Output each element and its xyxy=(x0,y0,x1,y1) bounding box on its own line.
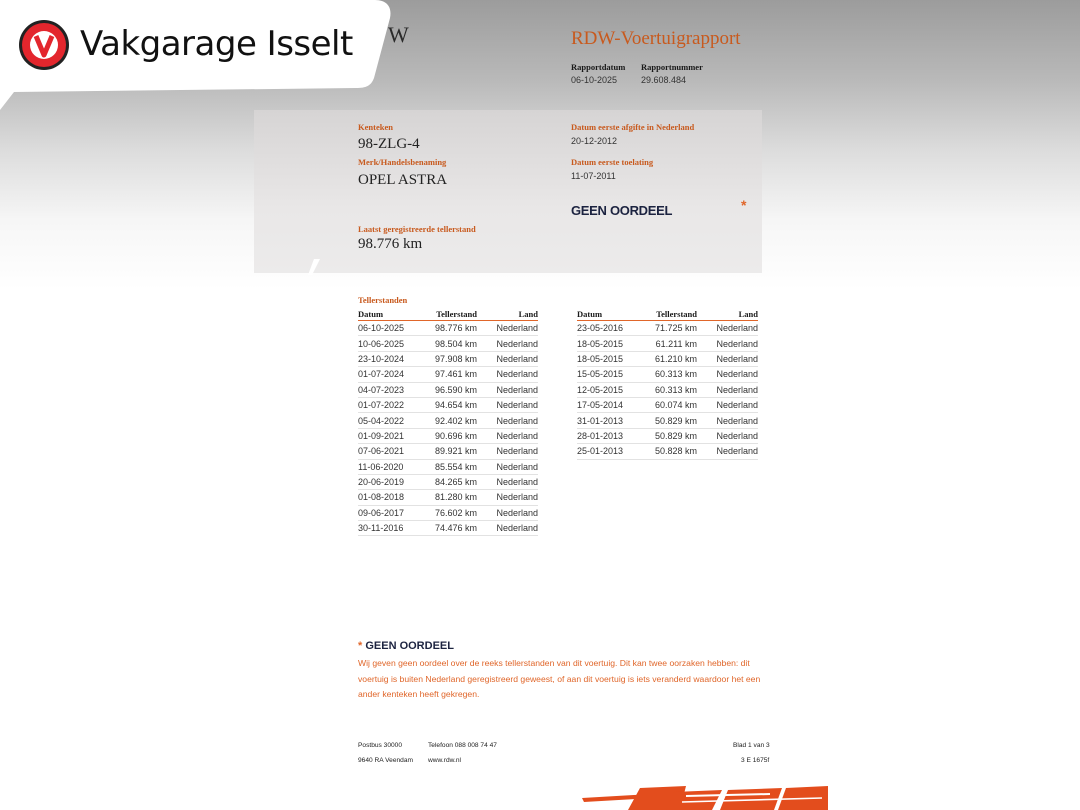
reading-date: 10-06-2025 xyxy=(358,336,420,351)
reading-tellerstand: 60.074 km xyxy=(639,397,697,412)
reading-tellerstand: 92.402 km xyxy=(420,413,477,428)
reading-date: 06-10-2025 xyxy=(358,321,420,336)
reading-land: Nederland xyxy=(477,336,538,351)
note-star: * xyxy=(358,640,363,652)
reading-date: 18-05-2015 xyxy=(577,351,639,366)
reading-date: 04-07-2023 xyxy=(358,382,420,397)
reading-date: 01-09-2021 xyxy=(358,428,420,443)
reading-date: 20-06-2019 xyxy=(358,474,420,489)
reading-land: Nederland xyxy=(477,459,538,474)
reading-date: 01-07-2022 xyxy=(358,397,420,412)
table-row xyxy=(358,351,538,366)
table-row xyxy=(577,413,758,428)
rapportdatum-label: Rapportdatum xyxy=(571,62,626,72)
table-row xyxy=(358,490,538,505)
reading-land: Nederland xyxy=(697,428,758,443)
reading-date: 09-06-2017 xyxy=(358,505,420,520)
reading-date: 18-05-2015 xyxy=(577,336,639,351)
reading-land: Nederland xyxy=(697,351,758,366)
vehicle-summary-panel xyxy=(254,110,762,273)
table-row xyxy=(577,367,758,382)
reading-date: 01-08-2018 xyxy=(358,490,420,505)
table-row xyxy=(358,382,538,397)
rapportnummer-label: Rapportnummer xyxy=(641,62,703,72)
col-header-datum: Datum xyxy=(577,308,639,321)
reading-land: Nederland xyxy=(697,367,758,382)
footer-postcode: 9640 RA Veendam xyxy=(358,757,413,764)
note-title-text: GEEN OORDEEL xyxy=(365,640,454,652)
table-row xyxy=(577,444,758,459)
table-row xyxy=(358,336,538,351)
footer-postbus: Postbus 30000 xyxy=(358,742,402,749)
toelating-label: Datum eerste toelating xyxy=(571,157,654,167)
table-row xyxy=(358,413,538,428)
readings-section-title: Tellerstanden xyxy=(358,295,408,305)
reading-tellerstand: 60.313 km xyxy=(639,367,697,382)
tellerstand-value: 98.776 km xyxy=(358,236,423,252)
reading-date: 12-05-2015 xyxy=(577,382,639,397)
reading-tellerstand: 76.602 km xyxy=(420,505,477,520)
reading-land: Nederland xyxy=(477,428,538,443)
footer-page-number: Blad 1 van 3 xyxy=(733,742,770,749)
reading-tellerstand: 50.829 km xyxy=(639,428,697,443)
reading-tellerstand: 90.696 km xyxy=(420,428,477,443)
rapportdatum-value: 06-10-2025 xyxy=(571,75,618,85)
col-header-tellerstand: Tellerstand xyxy=(420,308,477,321)
reading-land: Nederland xyxy=(697,444,758,459)
reading-tellerstand: 97.461 km xyxy=(420,367,477,382)
reading-date: 17-05-2014 xyxy=(577,397,639,412)
table-row xyxy=(358,444,538,459)
merk-label: Merk/Handelsbenaming xyxy=(358,157,447,167)
reading-tellerstand: 50.828 km xyxy=(639,444,697,459)
reading-tellerstand: 61.211 km xyxy=(639,336,697,351)
brand-name: Vakgarage Isselt xyxy=(80,24,353,64)
reading-land: Nederland xyxy=(477,321,538,336)
vakgarage-logo-icon xyxy=(18,19,70,71)
reading-date: 31-01-2013 xyxy=(577,413,639,428)
reading-land: Nederland xyxy=(477,505,538,520)
reading-land: Nederland xyxy=(697,413,758,428)
reading-tellerstand: 98.776 km xyxy=(420,321,477,336)
reading-tellerstand: 60.313 km xyxy=(639,382,697,397)
table-row xyxy=(358,459,538,474)
reading-tellerstand: 50.829 km xyxy=(639,413,697,428)
reading-tellerstand: 94.654 km xyxy=(420,397,477,412)
verdict-status: GEEN OORDEEL xyxy=(571,203,673,218)
afgifte-label: Datum eerste afgifte in Nederland xyxy=(571,122,695,132)
col-header-tellerstand: Tellerstand xyxy=(639,308,697,321)
reading-land: Nederland xyxy=(477,413,538,428)
table-row xyxy=(358,428,538,443)
reading-tellerstand: 98.504 km xyxy=(420,336,477,351)
report-title: RDW-Voertuigrapport xyxy=(571,28,741,49)
reading-tellerstand: 89.921 km xyxy=(420,444,477,459)
table-row xyxy=(358,397,538,412)
footer-code: 3 E 1675f xyxy=(741,757,770,764)
reading-tellerstand: 81.280 km xyxy=(420,490,477,505)
note-title xyxy=(358,640,454,652)
reading-date: 05-04-2022 xyxy=(358,413,420,428)
reading-tellerstand: 74.476 km xyxy=(420,521,477,536)
table-row xyxy=(577,351,758,366)
col-header-datum: Datum xyxy=(358,308,420,321)
table-row xyxy=(358,474,538,489)
reading-date: 23-05-2016 xyxy=(577,321,639,336)
note-text: Wij geven geen oordeel over de reeks tellerstanden van dit voertuig. Dit kan twee oorzaken hebben: dit voertuig is buiten Nederland geregistreerd geweest, of aan dit voertuig is iets veranderd waardoor het een ander kenteken heeft gekregen. xyxy=(358,658,761,699)
afgifte-value: 20-12-2012 xyxy=(571,136,618,146)
reading-date: 01-07-2024 xyxy=(358,367,420,382)
rdw-logo-partial: W xyxy=(388,22,409,47)
reading-date: 28-01-2013 xyxy=(577,428,639,443)
reading-date: 30-11-2016 xyxy=(358,521,420,536)
reading-tellerstand: 85.554 km xyxy=(420,459,477,474)
reading-tellerstand: 97.908 km xyxy=(420,351,477,366)
kenteken-value: 98-ZLG-4 xyxy=(358,136,420,152)
reading-date: 11-06-2020 xyxy=(358,459,420,474)
reading-land: Nederland xyxy=(477,490,538,505)
reading-land: Nederland xyxy=(477,367,538,382)
col-header-land: Land xyxy=(477,308,538,321)
reading-land: Nederland xyxy=(697,336,758,351)
reading-tellerstand: 71.725 km xyxy=(639,321,697,336)
reading-date: 25-01-2013 xyxy=(577,444,639,459)
footer-website: www.rdw.nl xyxy=(428,757,461,764)
table-row xyxy=(577,321,758,336)
reading-land: Nederland xyxy=(477,382,538,397)
reading-date: 15-05-2015 xyxy=(577,367,639,382)
rdw-stripes-logo-icon xyxy=(582,786,828,810)
footer-telefoon: Telefoon 088 008 74 47 xyxy=(428,742,497,749)
reading-tellerstand: 61.210 km xyxy=(639,351,697,366)
table-row xyxy=(358,367,538,382)
table-row xyxy=(358,505,538,520)
reading-tellerstand: 96.590 km xyxy=(420,382,477,397)
reading-land: Nederland xyxy=(697,321,758,336)
toelating-value: 11-07-2011 xyxy=(571,171,616,181)
reading-land: Nederland xyxy=(697,382,758,397)
reading-land: Nederland xyxy=(477,397,538,412)
readings-table-right xyxy=(577,308,758,460)
table-row xyxy=(358,321,538,336)
merk-value: OPEL ASTRA xyxy=(358,172,448,188)
reading-date: 23-10-2024 xyxy=(358,351,420,366)
verdict-footnote-marker: * xyxy=(741,197,747,213)
reading-date: 07-06-2021 xyxy=(358,444,420,459)
table-row xyxy=(577,336,758,351)
table-row xyxy=(577,428,758,443)
reading-land: Nederland xyxy=(697,397,758,412)
reading-land: Nederland xyxy=(477,351,538,366)
table-row xyxy=(577,397,758,412)
reading-land: Nederland xyxy=(477,444,538,459)
summary-panel-corner xyxy=(254,259,334,275)
reading-tellerstand: 84.265 km xyxy=(420,474,477,489)
table-row xyxy=(577,382,758,397)
tellerstand-label: Laatst geregistreerde tellerstand xyxy=(358,224,476,234)
reading-land: Nederland xyxy=(477,474,538,489)
rapportnummer-value: 29.608.484 xyxy=(641,75,687,85)
reading-land: Nederland xyxy=(477,521,538,536)
kenteken-label: Kenteken xyxy=(358,122,393,132)
table-row xyxy=(358,521,538,536)
col-header-land: Land xyxy=(697,308,758,321)
readings-table-left xyxy=(358,308,538,536)
